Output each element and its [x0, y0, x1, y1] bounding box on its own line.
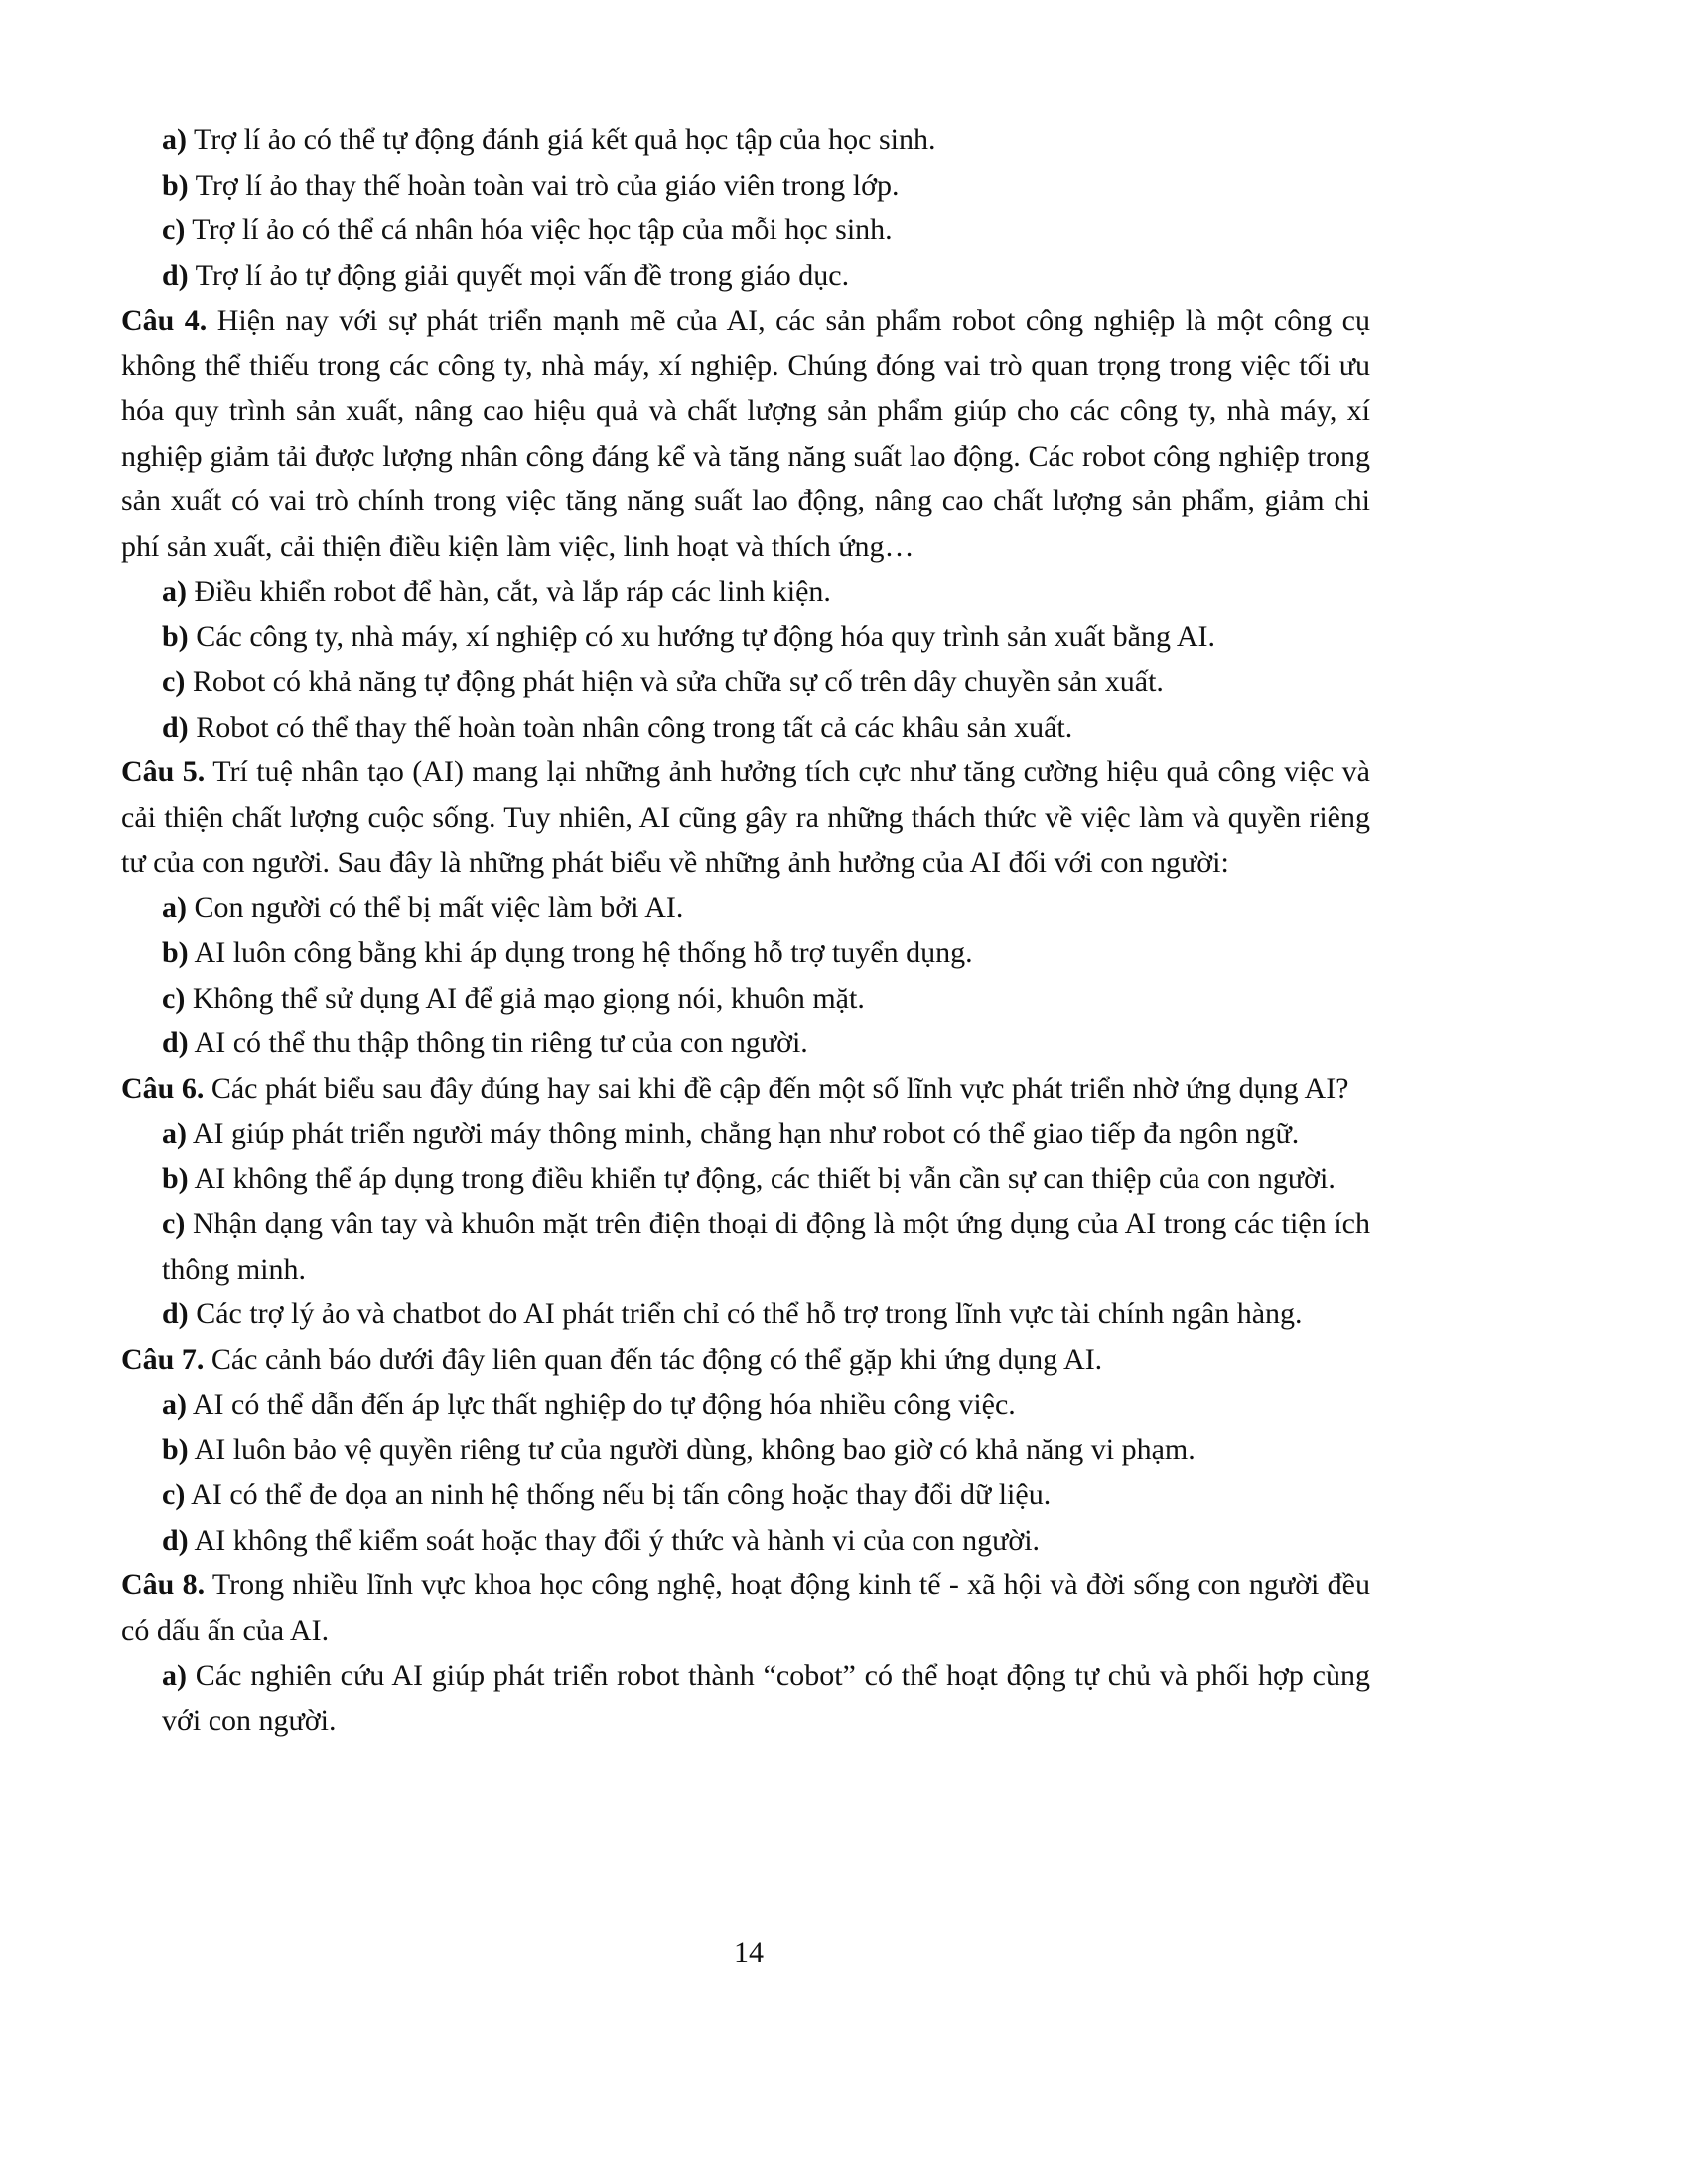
question-text: Các cảnh báo dưới đây liên quan đến tác động có thể gặp khi ứng dụng AI.	[204, 1342, 1103, 1376]
q7-option-c	[121, 1472, 1370, 1518]
question-label: Câu 8.	[121, 1569, 206, 1601]
option-label: d)	[162, 1523, 189, 1557]
option-text: Robot có thể thay thế hoàn toàn nhân công trong tất cả các khâu sản xuất.	[188, 710, 1073, 744]
option-text: AI luôn bảo vệ quyền riêng tư của người dùng, không bao giờ có khả năng vi phạm.	[188, 1433, 1196, 1466]
document-body	[121, 117, 1370, 1743]
option-label: d)	[162, 1026, 189, 1059]
option-text: Các công ty, nhà máy, xí nghiệp có xu hướng tự động hóa quy trình sản xuất bằng AI.	[188, 619, 1215, 653]
option-text: AI luôn công bằng khi áp dụng trong hệ thống hỗ trợ tuyển dụng.	[188, 936, 973, 969]
option-text: AI có thể đe dọa an ninh hệ thống nếu bị tấn công hoặc thay đổi dữ liệu.	[185, 1478, 1052, 1511]
q6-option-b	[121, 1157, 1370, 1202]
q3-option-d	[121, 253, 1370, 299]
question-label: Câu 7.	[121, 1342, 205, 1376]
q4-option-d	[121, 705, 1370, 751]
option-text: AI có thể thu thập thông tin riêng tư của con người.	[188, 1026, 808, 1059]
option-label: b)	[162, 619, 189, 653]
question-label: Câu 5.	[121, 755, 206, 788]
question-7	[121, 1337, 1370, 1383]
option-label: a)	[162, 1659, 187, 1692]
option-text: Trợ lí ảo tự động giải quyết mọi vấn đề trong giáo dục.	[188, 258, 850, 292]
page-number: 14	[734, 1936, 764, 1969]
option-text: Các nghiên cứu AI giúp phát triển robot thành “cobot” có thể hoạt động tự chủ và phối hợp cùng với con người.	[162, 1659, 1370, 1737]
option-label: b)	[162, 168, 189, 202]
q6-option-c	[121, 1201, 1370, 1292]
option-label: a)	[162, 123, 187, 156]
question-label: Câu 4.	[121, 304, 208, 337]
option-label: b)	[162, 936, 189, 969]
option-label: a)	[162, 1117, 187, 1150]
option-text: Trợ lí ảo có thể tự động đánh giá kết quả học tập của học sinh.	[187, 123, 936, 156]
question-6	[121, 1066, 1370, 1112]
question-text: Trí tuệ nhân tạo (AI) mang lại những ảnh hưởng tích cực như tăng cường hiệu quả công việc và cải thiện chất lượng cuộc sống. Tuy nhiên, AI cũng gây ra những thách thức về việc làm và quyền riêng tư của con người. Sau đây là những phát biểu về những ảnh hưởng của AI đối với con người:	[121, 755, 1370, 879]
question-8	[121, 1563, 1370, 1653]
q6-option-a	[121, 1111, 1370, 1157]
option-label: a)	[162, 890, 187, 924]
option-text: AI có thể dẫn đến áp lực thất nghiệp do tự động hóa nhiều công việc.	[187, 1388, 1016, 1421]
question-5	[121, 750, 1370, 886]
option-label: b)	[162, 1433, 189, 1466]
q7-option-d	[121, 1518, 1370, 1564]
option-text: Không thể sử dụng AI để giả mạo giọng nói, khuôn mặt.	[185, 981, 865, 1015]
q3-option-b	[121, 163, 1370, 208]
question-text: Các phát biểu sau đây đúng hay sai khi đề cập đến một số lĩnh vực phát triển nhờ ứng dụng AI?	[204, 1071, 1349, 1105]
option-text: Điều khiển robot để hàn, cắt, và lắp ráp các linh kiện.	[187, 575, 831, 608]
q4-option-a	[121, 569, 1370, 614]
question-text: Trong nhiều lĩnh vực khoa học công nghệ, hoạt động kinh tế - xã hội và đời sống con người đều có dấu ấn của AI.	[121, 1569, 1370, 1647]
option-label: c)	[162, 1207, 186, 1240]
option-label: b)	[162, 1161, 189, 1195]
option-label: d)	[162, 1297, 189, 1330]
q6-option-d	[121, 1292, 1370, 1337]
q5-option-a	[121, 886, 1370, 931]
option-label: c)	[162, 213, 186, 246]
option-text: Trợ lí ảo thay thế hoàn toàn vai trò của giáo viên trong lớp.	[188, 168, 900, 202]
option-label: a)	[162, 575, 187, 608]
option-text: Các trợ lý ảo và chatbot do AI phát triển chỉ có thể hỗ trợ trong lĩnh vực tài chính ngân hàng.	[188, 1297, 1303, 1330]
question-4	[121, 298, 1370, 569]
option-label: a)	[162, 1388, 187, 1421]
q5-option-c	[121, 976, 1370, 1022]
option-label: c)	[162, 1478, 186, 1511]
option-label: d)	[162, 710, 189, 744]
option-label: d)	[162, 258, 189, 292]
q4-option-b	[121, 614, 1370, 660]
option-text: Con người có thể bị mất việc làm bởi AI.	[187, 890, 684, 924]
q7-option-a	[121, 1382, 1370, 1428]
q7-option-b	[121, 1428, 1370, 1473]
option-text: Robot có khả năng tự động phát hiện và sửa chữa sự cố trên dây chuyền sản xuất.	[185, 665, 1164, 698]
option-text: Nhận dạng vân tay và khuôn mặt trên điện thoại di động là một ứng dụng của AI trong các tiện ích thông minh.	[162, 1207, 1370, 1286]
q5-option-b	[121, 930, 1370, 976]
option-text: AI giúp phát triển người máy thông minh, chẳng hạn như robot có thể giao tiếp đa ngôn ngữ.	[187, 1117, 1300, 1150]
option-label: c)	[162, 665, 186, 698]
option-text: AI không thể kiểm soát hoặc thay đổi ý thức và hành vi của con người.	[188, 1523, 1041, 1557]
question-label: Câu 6.	[121, 1071, 205, 1105]
option-text: Trợ lí ảo có thể cá nhân hóa việc học tập của mỗi học sinh.	[185, 213, 893, 246]
q5-option-d	[121, 1021, 1370, 1066]
q3-option-a	[121, 117, 1370, 163]
q8-option-a	[121, 1653, 1370, 1743]
option-label: c)	[162, 981, 186, 1015]
question-text: Hiện nay với sự phát triển mạnh mẽ của AI, các sản phẩm robot công nghiệp là một công cụ không thể thiếu trong các công ty, nhà máy, xí nghiệp. Chúng đóng vai trò quan trọng trong việc tối ưu hóa quy trình sản xuất, nâng cao hiệu quả và chất lượng sản phẩm giúp cho các công ty, nhà máy, xí nghiệp giảm tải được lượng nhân công đáng kể và tăng năng suất lao động. Các robot công nghiệp trong sản xuất có vai trò chính trong việc tăng năng suất lao động, nâng cao chất lượng sản phẩm, giảm chi phí sản xuất, cải thiện điều kiện làm việc, linh hoạt và thích ứng…	[121, 304, 1370, 563]
q4-option-c	[121, 659, 1370, 705]
option-text: AI không thể áp dụng trong điều khiển tự động, các thiết bị vẫn cần sự can thiệp của con người.	[188, 1161, 1336, 1195]
q3-option-c	[121, 207, 1370, 253]
